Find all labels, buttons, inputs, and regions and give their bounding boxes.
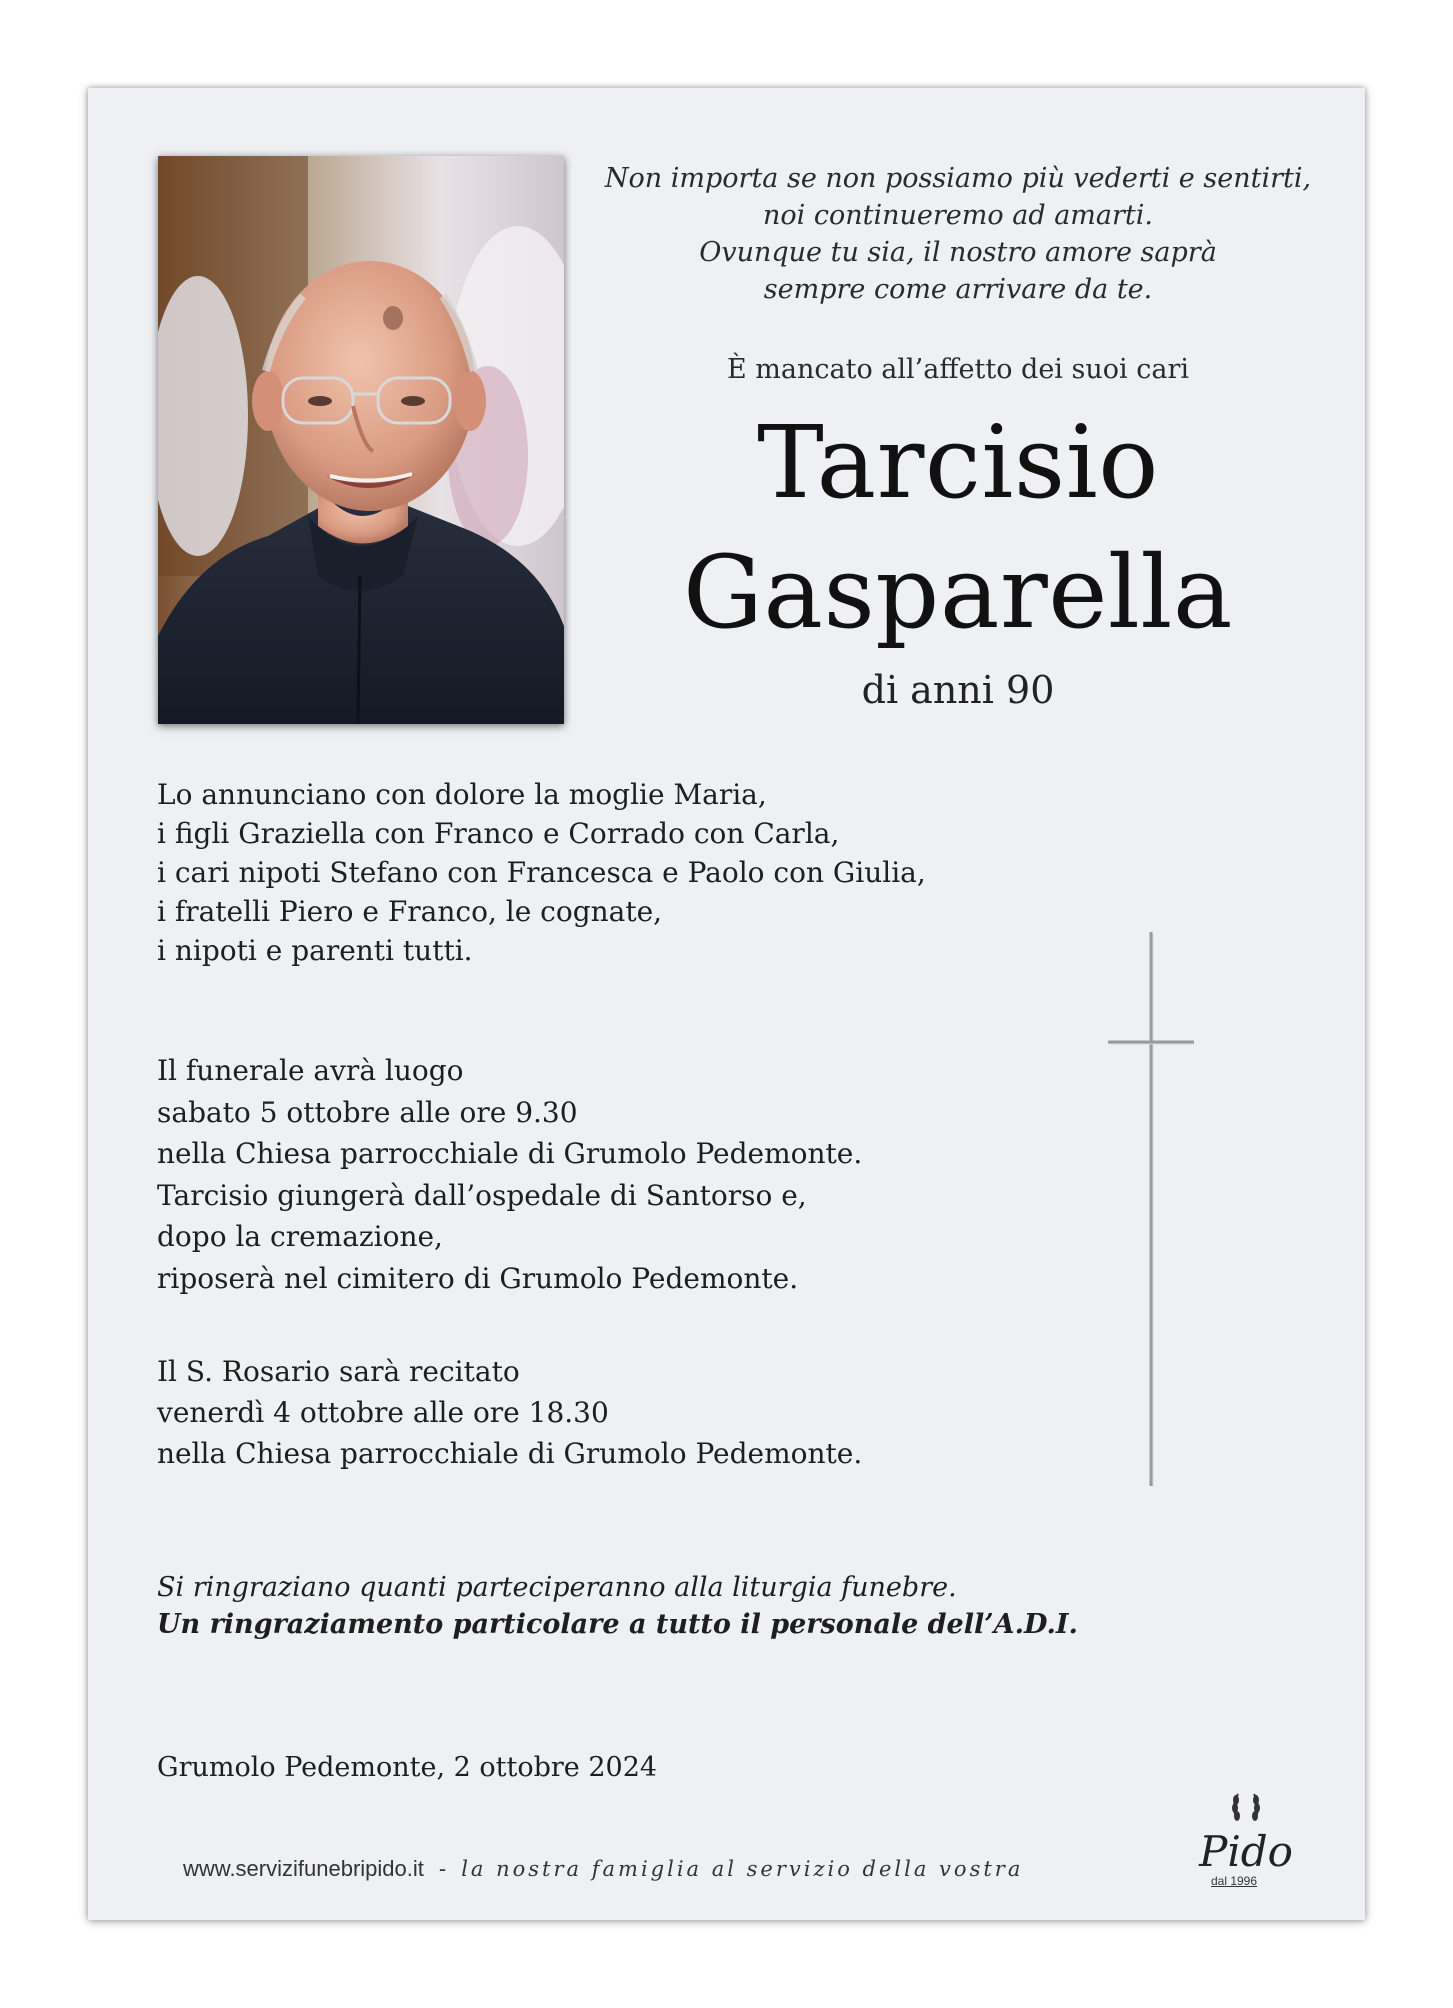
logo-since: dal 1996 <box>1210 1874 1258 1888</box>
announcement-line: Lo annunciano con dolore la moglie Maria, <box>157 778 767 811</box>
funeral-line: nella Chiesa parrocchiale di Grumolo Pedemonte. <box>157 1137 863 1170</box>
laurel-wreath-icon <box>1226 1786 1266 1826</box>
last-name: Gasparella <box>682 534 1234 651</box>
announcement-block <box>157 775 926 970</box>
portrait-photo <box>158 156 564 724</box>
portrait-illustration <box>158 156 564 724</box>
funeral-line: Tarcisio giungerà dall’ospedale di Santorso e, <box>157 1178 807 1212</box>
funeral-line: riposerà nel cimitero di Grumolo Pedemonte. <box>157 1261 799 1295</box>
obituary-sheet <box>88 88 1365 1920</box>
cross-icon <box>1106 930 1196 1490</box>
announcement-line: i fratelli Piero e Franco, le cognate, <box>157 895 663 928</box>
funeral-line: Il funerale avrà luogo <box>157 1054 464 1087</box>
rosary-line: Il S. Rosario sarà recitato <box>157 1355 520 1388</box>
footer <box>183 1856 1023 1882</box>
funeral-line: dopo la cremazione, <box>157 1220 443 1253</box>
poem-line: Ovunque tu sia, il nostro amore saprà <box>699 237 1217 268</box>
announcement-line: i nipoti e parenti tutti. <box>157 934 473 967</box>
rosary-block <box>157 1351 862 1474</box>
rosary-line: nella Chiesa parrocchiale di Grumolo Pedemonte. <box>157 1437 863 1470</box>
place-date: Grumolo Pedemonte, 2 ottobre 2024 <box>157 1752 658 1783</box>
website-link[interactable]: www.servizifunebripido.it <box>183 1856 424 1881</box>
poem-line: Non importa se non possiamo più vederti e sentirti, <box>604 163 1312 194</box>
announcement-line: i figli Graziella con Franco e Corrado con Carla, <box>157 817 840 850</box>
footer-separator: - <box>438 1856 447 1881</box>
intro-text: È mancato all’affetto dei suoi cari <box>727 354 1189 385</box>
poem <box>598 160 1318 308</box>
footer-motto: la nostra famiglia al servizio della vostra <box>461 1857 1024 1881</box>
funeral-line: sabato 5 ottobre alle ore 9.30 <box>157 1095 578 1129</box>
age-text: di anni 90 <box>861 668 1055 712</box>
thanks-line-bold: Un ringraziamento particolare a tutto il personale dell’A.D.I. <box>157 1609 1078 1640</box>
funeral-block <box>157 1050 862 1299</box>
poem-line: sempre come arrivare da te. <box>763 274 1153 305</box>
poem-line: noi continueremo ad amarti. <box>763 200 1153 231</box>
thanks-line: Si ringraziano quanti parteciperanno alla liturgia funebre. <box>157 1572 957 1603</box>
thanks-block <box>157 1569 1078 1643</box>
first-name: Tarcisio <box>757 404 1159 521</box>
rosary-line: venerdì 4 ottobre alle ore 18.30 <box>157 1396 609 1429</box>
pido-logo <box>1186 1786 1306 1888</box>
logo-brand: Pido <box>1199 1827 1293 1876</box>
announcement-line: i cari nipoti Stefano con Francesca e Paolo con Giulia, <box>157 856 926 889</box>
